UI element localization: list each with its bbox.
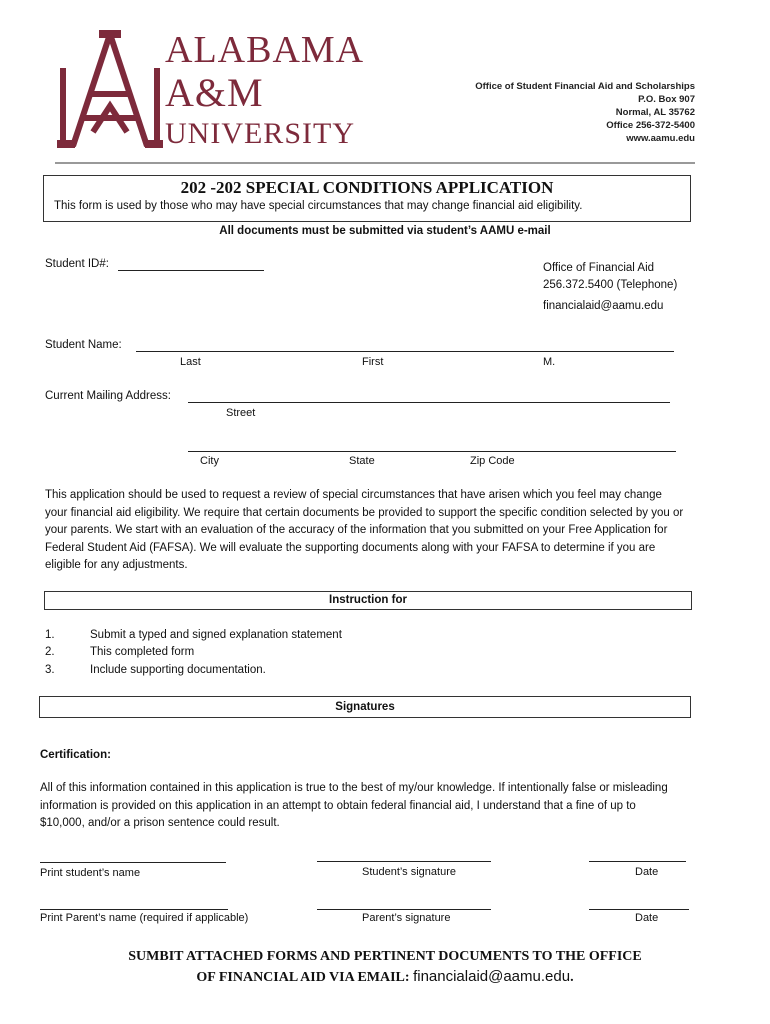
office-line: www.aamu.edu <box>626 133 695 144</box>
instructions-header-box <box>44 591 692 610</box>
student-id-field[interactable] <box>118 270 264 271</box>
print-parent-name-field[interactable] <box>40 909 228 910</box>
print-student-name-field[interactable] <box>40 862 226 863</box>
office-line: Normal, AL 35762 <box>615 107 695 118</box>
university-name-line-1: ALABAMA <box>165 29 365 71</box>
street-field[interactable] <box>188 402 670 403</box>
university-name-line-2: A&M <box>165 70 264 115</box>
office-line: Office 256-372-5400 <box>606 120 695 131</box>
header-divider <box>55 162 695 164</box>
parent-signature-caption: Parent’s signature <box>362 912 451 924</box>
student-signature-caption: Student’s signature <box>362 866 456 878</box>
zip-caption: Zip Code <box>470 455 515 467</box>
university-name-line-3: UNIVERSITY <box>165 117 355 150</box>
instruction-number: 1. <box>45 629 55 641</box>
address-label: Current Mailing Address: <box>45 390 171 402</box>
city-state-zip-field[interactable] <box>188 451 676 452</box>
office-line: Office of Student Financial Aid and Scholarships <box>475 81 695 92</box>
city-caption: City <box>200 455 219 467</box>
print-student-name-caption: Print student’s name <box>40 867 141 879</box>
instruction-text: Submit a typed and signed explanation statement <box>90 629 342 641</box>
first-name-caption: First <box>362 356 384 368</box>
title-box <box>43 175 691 222</box>
footer-instruction-line-1: SUMBIT ATTACHED FORMS AND PERTINENT DOCUMENTS TO THE OFFICE <box>128 949 642 964</box>
student-date-field[interactable] <box>589 861 686 862</box>
contact-office: Office of Financial Aid <box>543 262 655 274</box>
contact-phone: 256.372.5400 (Telephone) <box>543 279 678 291</box>
university-logo-mark <box>55 28 165 156</box>
state-caption: State <box>349 455 375 467</box>
student-name-label: Student Name: <box>45 339 122 351</box>
footer-prefix: OF FINANCIAL AID VIA EMAIL: <box>196 970 414 985</box>
instructions-heading: Instruction for <box>329 594 407 606</box>
instruction-number: 3. <box>45 664 55 676</box>
student-date-caption: Date <box>635 866 659 878</box>
certification-heading: Certification: <box>40 749 111 761</box>
application-purpose-paragraph: This application should be used to request a review of special circumstances that have arisen which you feel may change your financial aid eligibility. We require that certain documents be provided to support the specific condition selected by you or your parents. We start with an evaluation of the accuracy of the information that you submitted on your Free Application for Federal Student Aid (FAFSA). We will evaluate the supporting documents along with your FAFSA to determine if you are eligible for any adjustments. <box>45 489 684 571</box>
office-address-block <box>475 80 695 145</box>
parent-date-field[interactable] <box>589 909 689 910</box>
student-name-field[interactable] <box>136 351 674 352</box>
parent-signature-field[interactable] <box>317 909 491 910</box>
signatures-heading: Signatures <box>335 701 395 713</box>
street-caption: Street <box>226 407 256 419</box>
middle-initial-caption: M. <box>543 356 556 368</box>
signatures-header-box <box>39 696 691 718</box>
student-id-label: Student ID#: <box>45 258 109 270</box>
footer-suffix: . <box>570 970 574 985</box>
instruction-text: This completed form <box>90 646 195 658</box>
certification-text: All of this information contained in this application is true to the best of my/our knowledge. If intentionally false or misleading information is provided on this application in an attempt to obtain federal financial aid, I understand that a fine of up to $10,000, and/or a prison sentence could result. <box>40 782 668 829</box>
student-signature-field[interactable] <box>317 861 491 862</box>
instruction-text: Include supporting documentation. <box>90 664 266 676</box>
instruction-number: 2. <box>45 646 55 658</box>
footer-email-link[interactable]: financialaid@aamu.edu <box>413 968 571 985</box>
parent-date-caption: Date <box>635 912 659 924</box>
office-line: P.O. Box 907 <box>638 94 695 105</box>
last-name-caption: Last <box>180 356 201 368</box>
form-description: This form is used by those who may have special circumstances that may change financial aid eligibility. <box>54 200 583 212</box>
contact-email: financialaid@aamu.edu <box>543 300 664 312</box>
print-parent-name-caption: Print Parent’s name (required if applicable) <box>40 912 249 924</box>
form-title: 202 -202 SPECIAL CONDITIONS APPLICATION <box>180 178 554 197</box>
footer-instruction-line-2 <box>0 968 770 986</box>
email-notice: All documents must be submitted via student’s AAMU e-mail <box>219 225 551 237</box>
